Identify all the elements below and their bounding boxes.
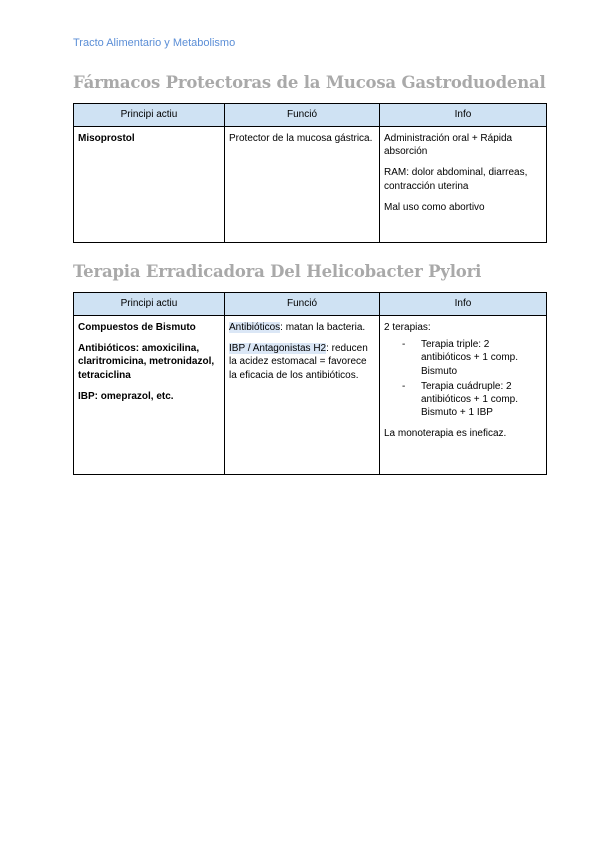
cell-function <box>225 127 380 243</box>
document-header: Tracto Alimentario y Metabolismo <box>73 37 236 49</box>
info-outro: La monoterapia es ineficaz. <box>384 428 507 440</box>
table-header-row <box>74 293 547 316</box>
column-header-info: Info <box>380 104 547 127</box>
column-header-principle: Principi actiu <box>74 104 225 127</box>
column-header-principle: Principi actiu <box>74 293 225 316</box>
function-paragraph <box>229 321 375 334</box>
function-text: Protector de la mucosa gástrica. <box>229 133 373 144</box>
section-title-mucosa: Fármacos Protectoras de la Mucosa Gastroduodenal <box>73 73 546 92</box>
table-mucosa <box>73 103 547 243</box>
cell-principle <box>74 316 225 475</box>
list-item: - Terapia triple: 2 antibióticos + 1 comp. Bismuto <box>402 338 542 378</box>
column-header-info: Info <box>380 293 547 316</box>
table-row <box>74 127 547 243</box>
column-header-function: Funció <box>225 104 380 127</box>
info-paragraph: Mal uso como abortivo <box>384 201 485 213</box>
highlighted-term: IBP / Antagonistas H2 <box>229 343 327 355</box>
table-helicobacter <box>73 292 547 475</box>
cell-info <box>380 127 547 243</box>
function-paragraph <box>229 342 375 382</box>
section-title-helicobacter: Terapia Erradicadora Del Helicobacter Pylori <box>73 262 482 281</box>
drug-group: Antibióticos: amoxicilina, claritromicina, metronidazol, tetraciclina <box>78 343 215 381</box>
cell-info <box>380 316 547 475</box>
drug-group: IBP: omeprazol, etc. <box>78 390 174 402</box>
info-paragraph: RAM: dolor abdominal, diarreas, contracción uterina <box>384 167 528 192</box>
info-paragraph: Administración oral + Rápida absorción <box>384 133 513 158</box>
table-header-row <box>74 104 547 127</box>
cell-function <box>225 316 380 475</box>
cell-principle <box>74 127 225 243</box>
column-header-function: Funció <box>225 293 380 316</box>
therapy-list <box>384 338 542 419</box>
table-row <box>74 316 547 475</box>
drug-name: Misoprostol <box>78 133 135 144</box>
function-text: : matan la bacteria. <box>280 322 366 333</box>
drug-group: Compuestos de Bismuto <box>78 322 196 333</box>
highlighted-term: Antibióticos <box>229 322 281 333</box>
list-item: - Terapia cuádruple: 2 antibióticos + 1 comp. Bismuto + 1 IBP <box>402 380 542 420</box>
function-text: : reducen la acidez estomacal = favorece la eficacia de los antibióticos. <box>229 343 368 381</box>
info-intro: 2 terapias: <box>384 322 431 333</box>
